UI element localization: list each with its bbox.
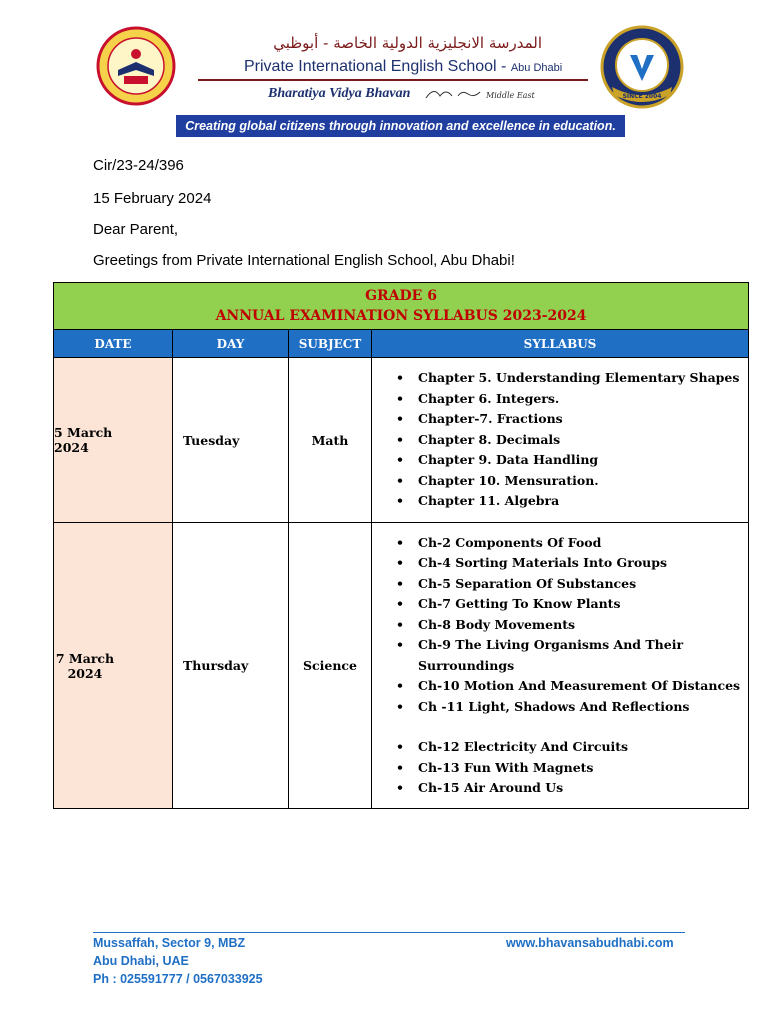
school-name-text: Private International English School - — [244, 58, 507, 75]
affiliation-name: Bharatiya Vidya Bhavan — [268, 86, 411, 101]
list-item: • Chapter 5. Understanding Elementary Shapes — [392, 368, 748, 389]
list-item: • Ch-4 Sorting Materials Into Groups — [392, 553, 748, 574]
syllabus-table — [53, 282, 749, 809]
school-name — [244, 58, 562, 76]
list-item: • Ch-13 Fun With Magnets — [392, 758, 748, 779]
header-date: DATE — [54, 330, 173, 358]
list-item: • Chapter 10. Mensuration. — [392, 471, 748, 492]
tagline-banner: Creating global citizens through innovation and excellence in education. — [176, 115, 625, 137]
header-day: DAY — [173, 330, 289, 358]
footer-divider — [93, 932, 685, 933]
subject-cell: Science — [289, 523, 372, 809]
date-text: 7 March 2024 — [55, 650, 115, 681]
list-item: • Ch-2 Components Of Food — [392, 533, 748, 554]
list-spacer — [392, 717, 748, 737]
day-cell: Thursday — [173, 523, 289, 809]
list-item: • Chapter 6. Integers. — [392, 389, 748, 410]
subject-cell: Math — [289, 358, 372, 523]
school-logo-left — [96, 26, 176, 106]
table-row — [54, 523, 749, 809]
list-item: • Chapter 11. Algebra — [392, 491, 748, 512]
footer-address-line1: Mussaffah, Sector 9, MBZ — [93, 936, 246, 950]
table-title — [54, 283, 749, 330]
table-header-row — [54, 330, 749, 358]
list-item: • Chapter 8. Decimals — [392, 430, 748, 451]
footer-website-link[interactable]: www.bhavansabudhabi.com — [506, 936, 674, 950]
list-item: • Ch-9 The Living Organisms And Their Surroundings — [392, 635, 748, 676]
salutation: Dear Parent, — [93, 221, 179, 238]
list-item: • Ch -11 Light, Shadows And Reflections — [392, 697, 748, 718]
list-item: • Ch-7 Getting To Know Plants — [392, 594, 748, 615]
footer-phone: Ph : 025591777 / 0567033925 — [93, 972, 263, 986]
letter-date: 15 February 2024 — [93, 190, 212, 207]
list-item: • Ch-10 Motion And Measurement Of Distances — [392, 676, 748, 697]
syllabus-cell — [372, 523, 749, 809]
header-divider — [198, 79, 588, 81]
syllabus-cell — [372, 358, 749, 523]
signature-text: Middle East — [486, 91, 535, 100]
bhavan-logo-right — [600, 25, 684, 109]
footer-address-line2: Abu Dhabi, UAE — [93, 954, 189, 968]
exam-title: ANNUAL EXAMINATION SYLLABUS 2023-2024 — [215, 308, 587, 324]
logo-caption: SINCE 2004 — [622, 93, 662, 100]
school-city: Abu Dhabi — [510, 62, 563, 74]
list-item: • Ch-5 Separation Of Substances — [392, 574, 748, 595]
greeting: Greetings from Private International English School, Abu Dhabi! — [93, 252, 515, 269]
list-item: • Ch-12 Electricity And Circuits — [392, 737, 748, 758]
list-item: • Chapter 9. Data Handling — [392, 450, 748, 471]
date-cell — [54, 523, 173, 809]
day-cell: Tuesday — [173, 358, 289, 523]
list-item: • Ch-15 Air Around Us — [392, 778, 748, 799]
syllabus-list — [372, 368, 748, 512]
table-row — [54, 358, 749, 523]
grade-title: GRADE 6 — [365, 288, 437, 304]
table-title-row — [54, 283, 749, 330]
list-item: • Chapter-7. Fractions — [392, 409, 748, 430]
date-cell — [54, 358, 173, 523]
middle-east-signature — [424, 84, 535, 104]
circular-number: Cir/23-24/396 — [93, 157, 184, 174]
header-subject: SUBJECT — [289, 330, 372, 358]
header-syllabus: SYLLABUS — [372, 330, 749, 358]
arabic-school-title: المدرسة الانجليزية الدولية الخاصة - أبوظبي — [273, 34, 542, 52]
list-item: • Ch-8 Body Movements — [392, 615, 748, 636]
date-text: 5 March 2024 — [54, 425, 113, 455]
syllabus-list — [372, 533, 748, 799]
